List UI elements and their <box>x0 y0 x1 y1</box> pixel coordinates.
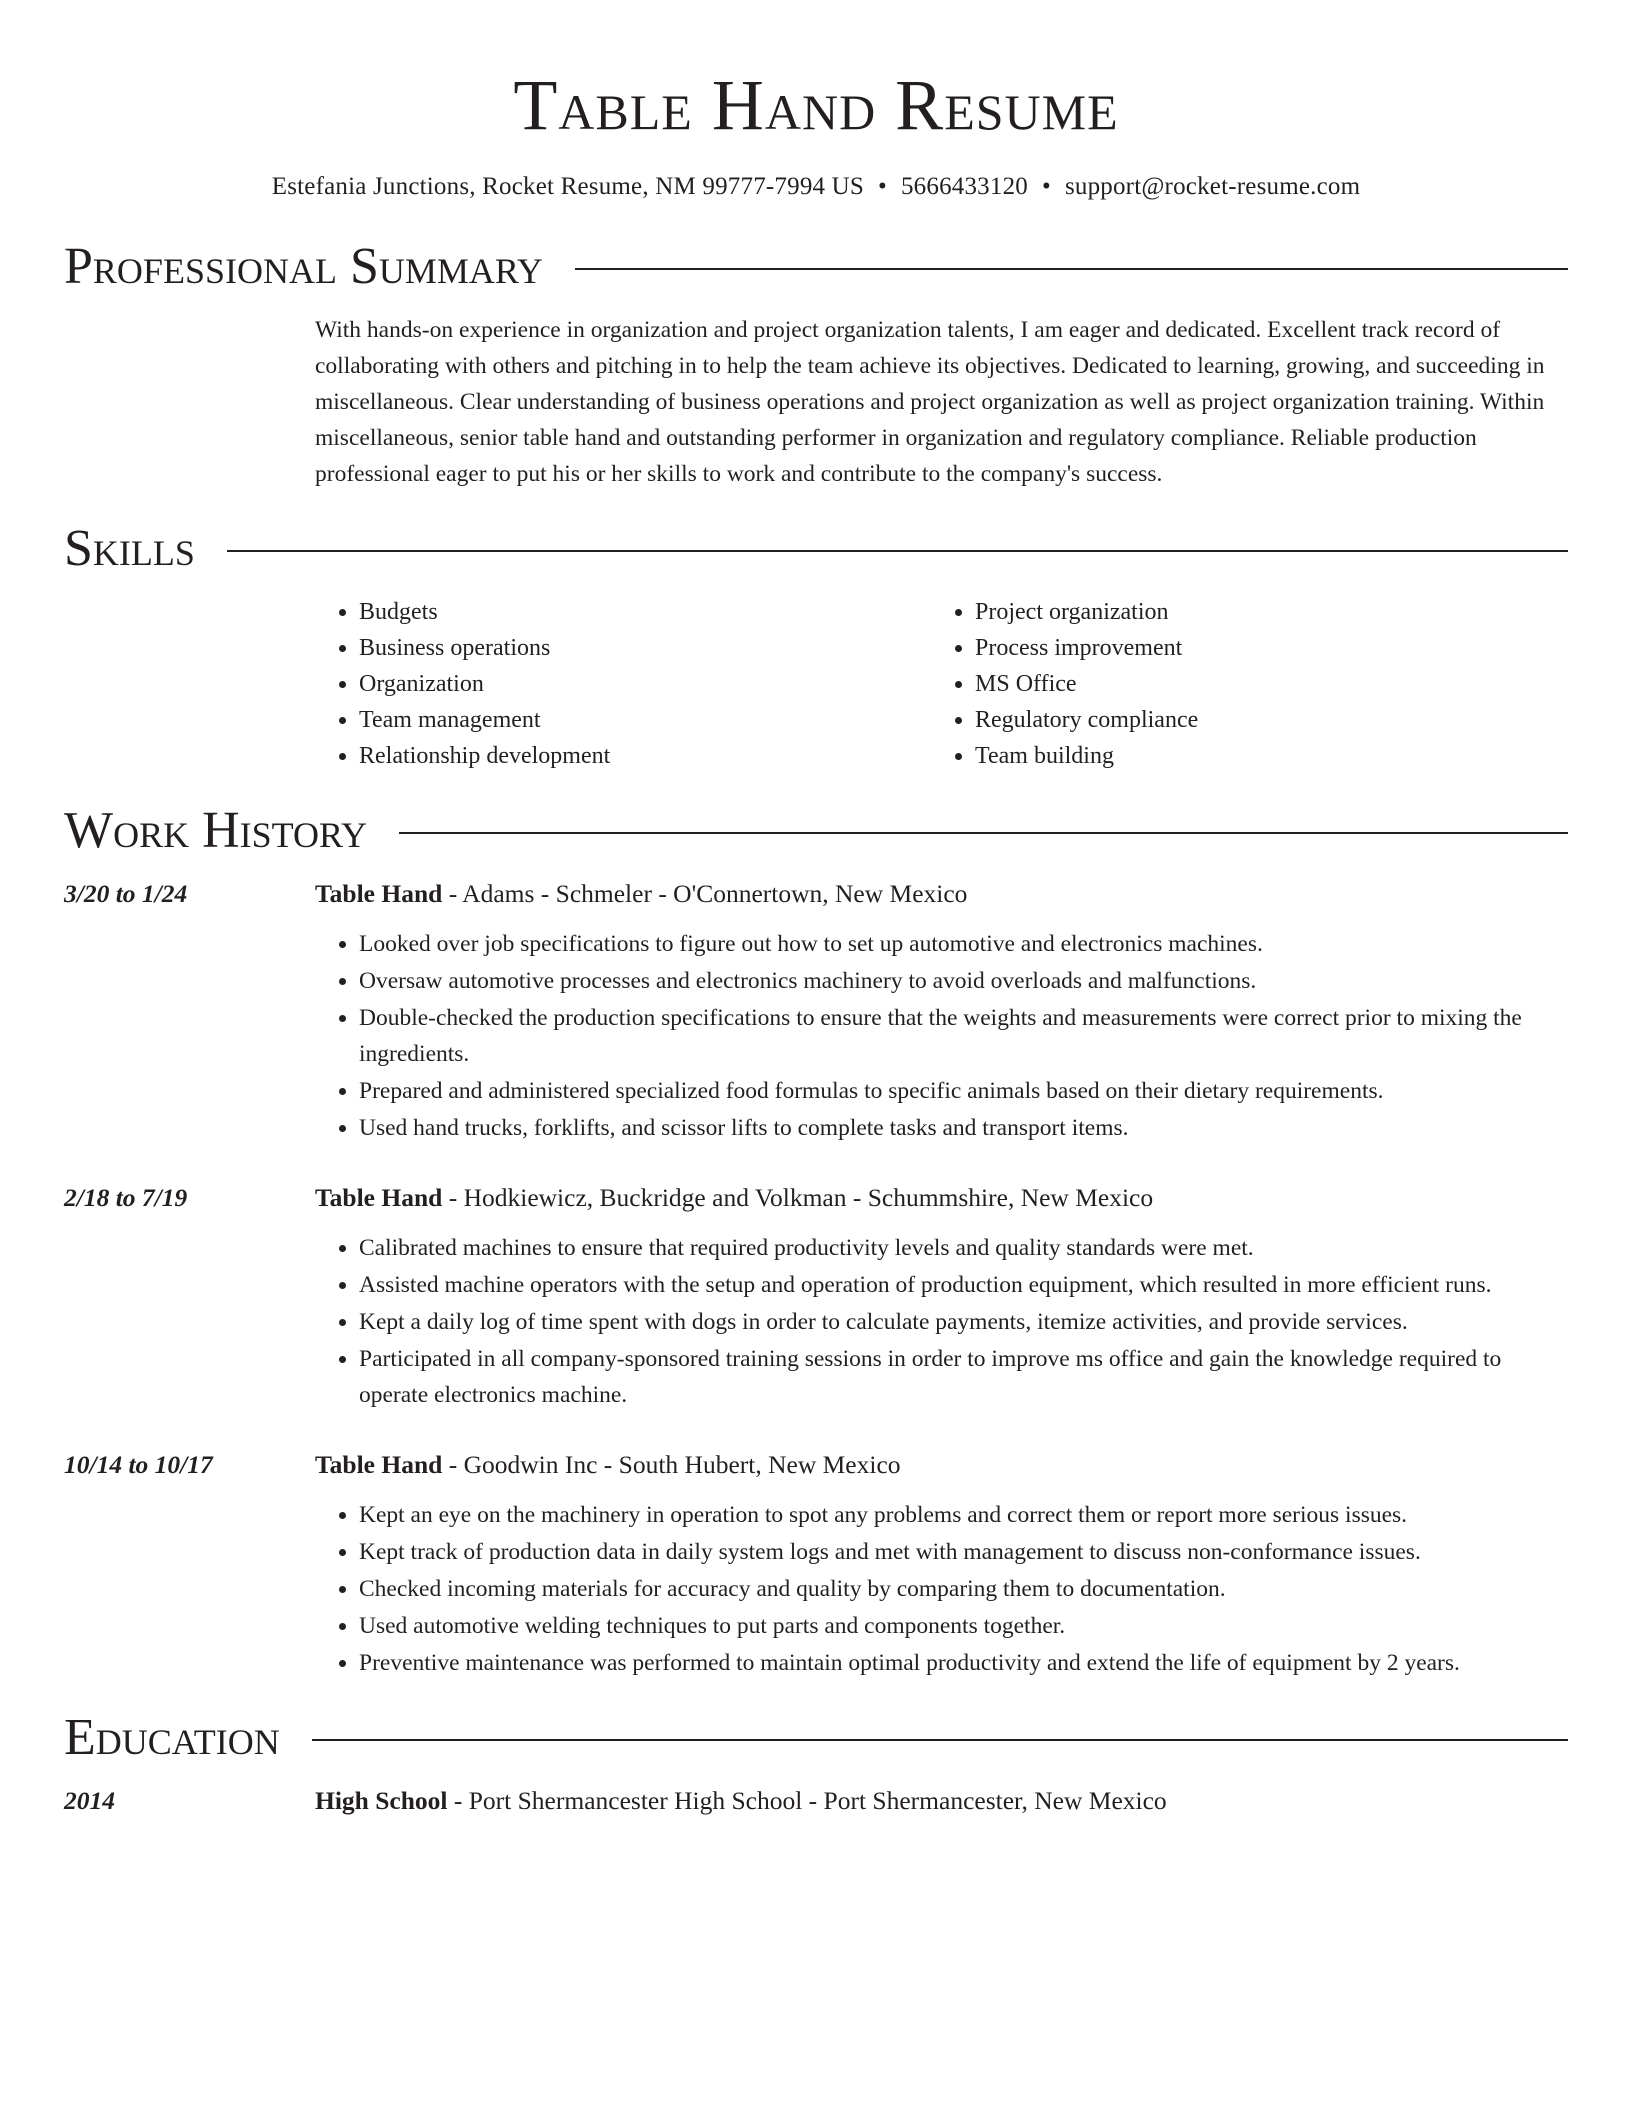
work-section-header <box>64 800 1568 862</box>
bullet-separator: • <box>878 173 887 200</box>
job-bullet: • Assisted machine operators with the setup and operation of production equipment, which resulted in more efficient runs. <box>359 1267 1568 1303</box>
job-bullet: • Looked over job specifications to figure out how to set up automotive and electronics machines. <box>359 926 1568 962</box>
contact-phone: 5666433120 <box>900 173 1028 200</box>
education-heading: Education <box>64 1709 280 1766</box>
contact-email: support@rocket-resume.com <box>1064 173 1361 200</box>
job-bullet: • Kept an eye on the machinery in operation to spot any problems and correct them or report more serious issues. <box>359 1497 1568 1533</box>
job-employer: - Goodwin Inc - South Hubert, New Mexico <box>442 1450 901 1479</box>
education-section-header <box>64 1707 1568 1769</box>
skills-heading: Skills <box>64 520 195 577</box>
resume-title: Table Hand Resume <box>513 65 1119 145</box>
skills-list <box>315 594 1568 774</box>
job-bullet: • Checked incoming materials for accuracy and quality by comparing them to documentation. <box>359 1571 1568 1607</box>
skills-column-right <box>931 594 1547 774</box>
job-bullet: • Preventive maintenance was performed to maintain optimal productivity and extend the life of equipment by 2 years. <box>359 1645 1568 1681</box>
job-bullets <box>315 1230 1568 1413</box>
job-entry <box>64 1447 1568 1681</box>
summary-section-header <box>64 236 1568 298</box>
skill-item: • Organization <box>359 666 931 702</box>
skill-item: • Business operations <box>359 630 931 666</box>
resume-page <box>64 0 1568 1819</box>
job-dates: 3/20 to 1/24 <box>64 879 188 908</box>
job-employer: - Hodkiewicz, Buckridge and Volkman - Schummshire, New Mexico <box>442 1183 1154 1212</box>
job-info <box>315 1447 901 1483</box>
job-entry <box>64 1180 1568 1413</box>
education-school: - Port Shermancester High School - Port Shermancester, New Mexico <box>447 1786 1167 1815</box>
skill-item: • MS Office <box>975 666 1547 702</box>
job-dates: 2/18 to 7/19 <box>64 1183 188 1212</box>
education-entry <box>64 1783 1568 1819</box>
job-bullet: • Kept a daily log of time spent with dogs in order to calculate payments, itemize activities, and provide services. <box>359 1304 1568 1340</box>
skill-item: • Team building <box>975 738 1547 774</box>
job-bullet: • Used hand trucks, forklifts, and scissor lifts to complete tasks and transport items. <box>359 1110 1568 1146</box>
summary-heading: Professional Summary <box>64 238 543 295</box>
skill-item: • Process improvement <box>975 630 1547 666</box>
job-title: Table Hand <box>315 879 443 908</box>
education-header <box>64 1783 1568 1819</box>
skill-item: • Team management <box>359 702 931 738</box>
skill-item: • Regulatory compliance <box>975 702 1547 738</box>
skill-item: • Relationship development <box>359 738 931 774</box>
contact-address: Estefania Junctions, Rocket Resume, NM 99777-7994 US <box>271 173 865 200</box>
section-divider <box>227 550 1568 552</box>
job-info <box>315 1180 1153 1216</box>
skill-item: • Project organization <box>975 594 1547 630</box>
job-header <box>64 1447 1568 1483</box>
section-divider <box>312 1739 1568 1741</box>
skills-section-header <box>64 518 1568 580</box>
section-divider <box>575 268 1568 270</box>
job-header <box>64 1180 1568 1216</box>
job-bullets <box>315 926 1568 1146</box>
job-header <box>64 876 1568 912</box>
job-bullet: • Used automotive welding techniques to put parts and components together. <box>359 1608 1568 1644</box>
education-degree: High School <box>315 1786 448 1815</box>
section-divider <box>399 832 1568 834</box>
job-info <box>315 876 967 912</box>
skill-item: • Budgets <box>359 594 931 630</box>
job-bullet: • Calibrated machines to ensure that required productivity levels and quality standards were met. <box>359 1230 1568 1266</box>
skills-column-left <box>315 594 931 774</box>
job-bullet: • Oversaw automotive processes and electronics machinery to avoid overloads and malfunctions. <box>359 963 1568 999</box>
job-bullet: • Prepared and administered specialized food formulas to specific animals based on their dietary requirements. <box>359 1073 1568 1109</box>
job-bullets <box>315 1497 1568 1681</box>
job-bullet: • Kept track of production data in daily system logs and met with management to discuss non-conformance issues. <box>359 1534 1568 1570</box>
summary-text: With hands-on experience in organization and project organization talents, I am eager and dedicated. Excellent track record of collaborating with others and pitching in to help the team achieve its objectives. Dedicated to learning, growing, and succeeding in miscellaneous. Clear understanding of business operations and project organization as well as project organization training. Within miscellaneous, senior table hand and outstanding performer in organization and regulatory compliance. Reliable production professional eager to put his or her skills to work and contribute to the company's success. <box>315 317 1545 487</box>
education-info <box>315 1783 1167 1819</box>
job-bullet: • Double-checked the production specifications to ensure that the weights and measurements were correct prior to mixing the ingredients. <box>359 1000 1568 1072</box>
bullet-separator: • <box>1041 173 1051 200</box>
job-employer: - Adams - Schmeler - O'Connertown, New Mexico <box>442 879 968 908</box>
work-heading: Work History <box>64 802 368 859</box>
job-bullet: • Participated in all company-sponsored training sessions in order to improve ms office and gain the knowledge required to operate electronics machine. <box>359 1341 1568 1413</box>
job-title: Table Hand <box>315 1183 443 1212</box>
contact-line <box>64 170 1568 204</box>
education-year: 2014 <box>64 1786 115 1815</box>
job-title: Table Hand <box>315 1450 443 1479</box>
job-entry <box>64 876 1568 1146</box>
job-dates: 10/14 to 10/17 <box>64 1450 213 1479</box>
